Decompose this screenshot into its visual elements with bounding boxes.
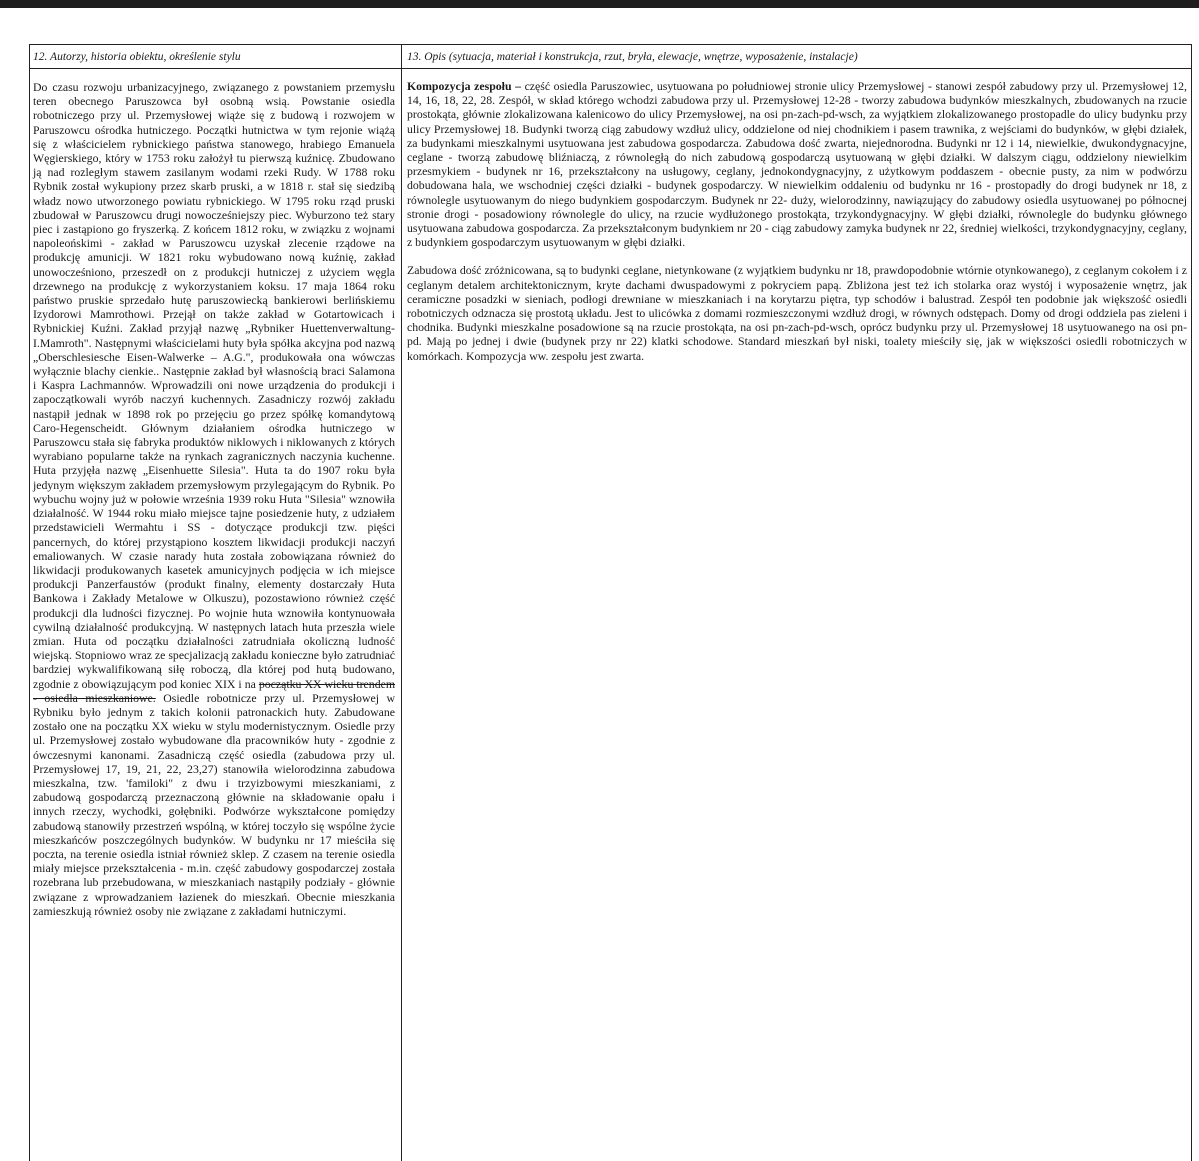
composition-lead: Kompozycja zespołu –	[407, 79, 521, 93]
history-heading: 12. Autorzy, historia obiektu, określenie stylu	[33, 51, 241, 63]
history-text	[33, 80, 395, 918]
description-paragraph-1	[407, 79, 1187, 249]
description-heading: 13. Opis (sytuacja, materiał i konstrukcja, rzut, bryła, elewacje, wnętrze, wyposażenie, instalacje)	[407, 51, 858, 63]
history-text-part1: Do czasu rozwoju urbanizacyjnego, związanego z powstaniem przemysłu teren obecnego Paruszowca był osobną wsią. Powstanie osiedla robotniczego przy ul. Przemysłowej wiąże się z budową i rozwojem w Paruszowcu ośrodka hutniczego. Początki hutnictwa w tym rejonie wiążą się z właścicielem rybnickiego państwa stanowego, hrabiego Emanuela Węgierskiego, który w 1753 roku założył tu pierwszą kuźnicę. Zbudowano ją nad rozległym stawem zasilanym wodami rzeki Rudy. W 1788 roku Rybnik został wykupiony przez skarb pruski, a w 1818 r. stał się siedzibą władz nowo utworzonego powiatu rybnickiego. W 1795 roku rząd pruski zbudował w Paruszowcu drugi nowocześniejszy piec. Wyburzono też stary piec i zastąpiono go fryszerką. Z końcem 1812 roku, w związku z wojnami napoleońskimi - zakład w Paruszowcu uzyskał zlecenie rządowe na produkcję amunicji. W 1821 roku wybudowano nową kuźnię, zakład unowocześniono, przeszedł on z produkcji hutniczej z użyciem węgla drzewnego na produkcję z wykorzystaniem koksu. 17 maja 1864 roku państwo pruskie sprzedało hutę paruszowiecką bankierowi berlińskiemu Izydorowi Mamrothowi. Przejął on także zakład w Gotartowicach i Rybnickiej Kuźni. Zakład przyjął nazwę „Rybniker Huettenverwaltung- I.Mamroth". Następnymi właścicielami huty była spółka akcyjna pod nazwą „Oberschlesiesche Eisen-Walwerke – A.G.", produkowała ona wówczas wyłącznie blachy cienkie.. Następnie zakład był własnością braci Salamona i Kaspra Lachmannów. Wprowadzili oni nowe urządzenia do produkcji i zapoczątkowali wyrób naczyń kuchennych. Zasadniczy rozwój zakładu nastąpił jednak w 1898 rok po przejęciu go przez spółkę komandytową Caro-Hegenscheidt. Głównym działaniem ośrodka hutniczego w Paruszowcu stała się fabryka produktów niklowych i niklowanych z których wyrabiano popularne także na rynkach zagranicznych naczynia kuchenne. Huta przyjęła nazwę „Eisenhuette Silesia". Huta ta do 1907 roku była jedynym większym zakładem przemysłowym przylegającym do Rybnik. Po wybuchu wojny już w połowie września 1939 roku Huta "Silesia" wznowiła działalność. W 1944 roku miało miejsce tajne posiedzenie huty, z udziałem przedstawicieli Wermahtu i SS - dotyczące produkcji tzw. pięści pancernych, do której przystąpiono kosztem likwidacji produkcji naczyń emaliowanych. W czasie narady huta została zobowiązana również do likwidacji produkowanych kasetek amunicyjnych podjęcia w ich miejsce produkcji Panzerfaustów (produkt finalny, elementy dostarczały Huta Bankowa i Zakłady Metalowe w Olkuszu), pozostawiono również część produkcji dla ludności fizycznej. Po wojnie huta wznowiła kontynuowała cywilną działalność produkcyjną. W następnych latach huta przeszła wiele zmian. Huta od początku działalności zatrudniała okoliczną ludność wiejską. Stopniowo wraz ze specjalizacją zakładu konieczne było zatrudniać bardziej wykwalifikowaną siłę roboczą, dla której pod hutą budowano, zgodnie z obowiązującym pod koniec XIX i na	[33, 80, 395, 691]
history-column	[30, 45, 401, 918]
description-paragraph-2: Zabudowa dość zróżnicowana, są to budynki ceglane, nietynkowane (z wyjątkiem budynku nr 18, prawdopodobnie wtórnie otynkowanego), z ceglanym cokołem i z ceglanym detalem architektonicznym, kryte dachami dwuspadowymi z pokryciem papą. Zbliżona jest też ich stolarka oraz wystój i wyposażenie wnętrz, jak ceramiczne posadzki w sieniach, podłogi drewniane w mieszkaniach i na korytarzu piętra, typ schodów i balustrad. Zespół ten podobnie jak większość osiedli robotniczych odznacza się prostotą układu. Jest to ulicówka z domami rozmieszczonymi wzdłuż drogi, w równych odstępach. Domy od drogi oddziela pas zieleni i chodnika. Budynki mieszkalne posadowione są na rzucie prostokąta, na osi pn-zach-pd-wsch, oprócz budynku przy ul. Przemysłowej 18 usytuowanego na osi pn-pd. Mają po jednej i dwie (budynek przy nr 22) klatki schodowe. Standard mieszkań był niski, toalety mieściły się, jak w większości osiedli robotniczych w komórkach. Kompozycja ww. zespołu jest zwarta.	[407, 263, 1187, 363]
column-divider	[401, 45, 402, 1161]
form-table	[29, 44, 1192, 1161]
scan-top-edge	[0, 0, 1199, 8]
description-column	[403, 45, 1191, 363]
history-text-part2: Osiedle robotnicze przy ul. Przemysłowej w Rybniku było jednym z takich kolonii patronackich huty. Zabudowane zostało one na początku XX wieku w stylu modernistycznym. Osiedle przy ul. Przemysłowej zostało wybudowane dla pracowników huty - zgodnie z ówczesnymi kanonami. Zasadniczą część osiedla (zabudowa przy ul. Przemysłowej 17, 19, 21, 22, 23,27) stanowiła wielorodzinna zabudowa mieszkalna, tzw. 'familoki" z dwu i trzyizbowymi mieszkaniami, z zabudową gospodarczą przeznaczoną głównie na składowanie opału i innych rzeczy, wychodki, gołębniki. Podwórze wykształcone pomiędzy zabudową stanowiły przestrzeń wspólną, w której toczyło się wspólne życie mieszkańców poszczególnych budynków. W budynku nr 17 mieściła się poczta, na terenie osiedla istniał również sklep. Z czasem na terenie osiedla miały miejsce przekształcenia - m.in. część zabudowy gospodarczej została rozebrana lub przebudowana, w mieszkaniach nastąpiły podziały - głównie związane z wprowadzaniem łazienek do mieszkań. Obecnie mieszkania zamieszkują również osoby nie związane z zakładami hutniczymi.	[33, 690, 395, 918]
history-text-struck: początku XX wieku trendem - osiedla mieszkaniowe.	[33, 676, 396, 705]
composition-text: część osiedla Paruszowiec, usytuowana po południowej stronie ulicy Przemysłowej - stanowi zespół zabudowy przy ul. Przemysłowej 12, 14, 16, 18, 22, 28. Zespół, w skład którego wchodzi zabudowa przy ul. Przemysłowej 12-28 - tworzy zabudowa budynków mieszkalnych, zbudowanych na rzucie prostokąta, głównie zlokalizowana kalenicowo do ulicy Przemysłowej, na osi pn-zach-pd-wsch, za wyjątkiem zlokalizowanego prostopadle do ulicy budynku przy ulicy Przemysłowej 18. Budynki tworzą ciąg zabudowy wzdłuż ulicy, oddzielone od niej chodnikiem i pasem trawnika, z wejściami do budynków, w głębi działek, za budynkami mieszkalnymi usytuowana jest zabudowa gospodarcza. Zabudowa dość zwarta, niejednorodna. Budynki nr 12 i 14, niewielkie, dwukondygnacyjne, ceglane - tworzą zabudowę bliźniaczą, z równoległą do nich zabudową gospodarczą usytuowaną w głębi działki. W dalszym ciągu, oddzielony niewielkim przesmykiem - budynek nr 16, przekształcony na usługowy, ceglany, jednokondygnacyjny, z użytkowym poddaszem - obecnie pusty, za nim w podwórzu dobudowana hala, we wschodniej części działki - budynek gospodarczy. W niewielkim oddaleniu od budynku nr 16 - prostopadły do drogi budynek nr 18, z równolegle usytuowanym do niego budynkiem gospodarczym. Budynek nr 22- duży, wielorodzinny, nawiązujący do zabudowy osiedla usytuowanej po północnej stronie drogi - posadowiony równolegle do ulicy, na rzucie wydłużonego prostokąta, trzykondygnacyjny. W głębi działki, równolegle do budynku głównego usytuowana zabudowa gospodarcza. Za przekształconym budynkiem nr 20 - ciąg zabudowy zamyka budynek nr 22, średniej wielkości, trzykondygnacyjny, ceglany, z budynkiem gospodarczym usytuowanym w głębi działki.	[407, 79, 1187, 250]
